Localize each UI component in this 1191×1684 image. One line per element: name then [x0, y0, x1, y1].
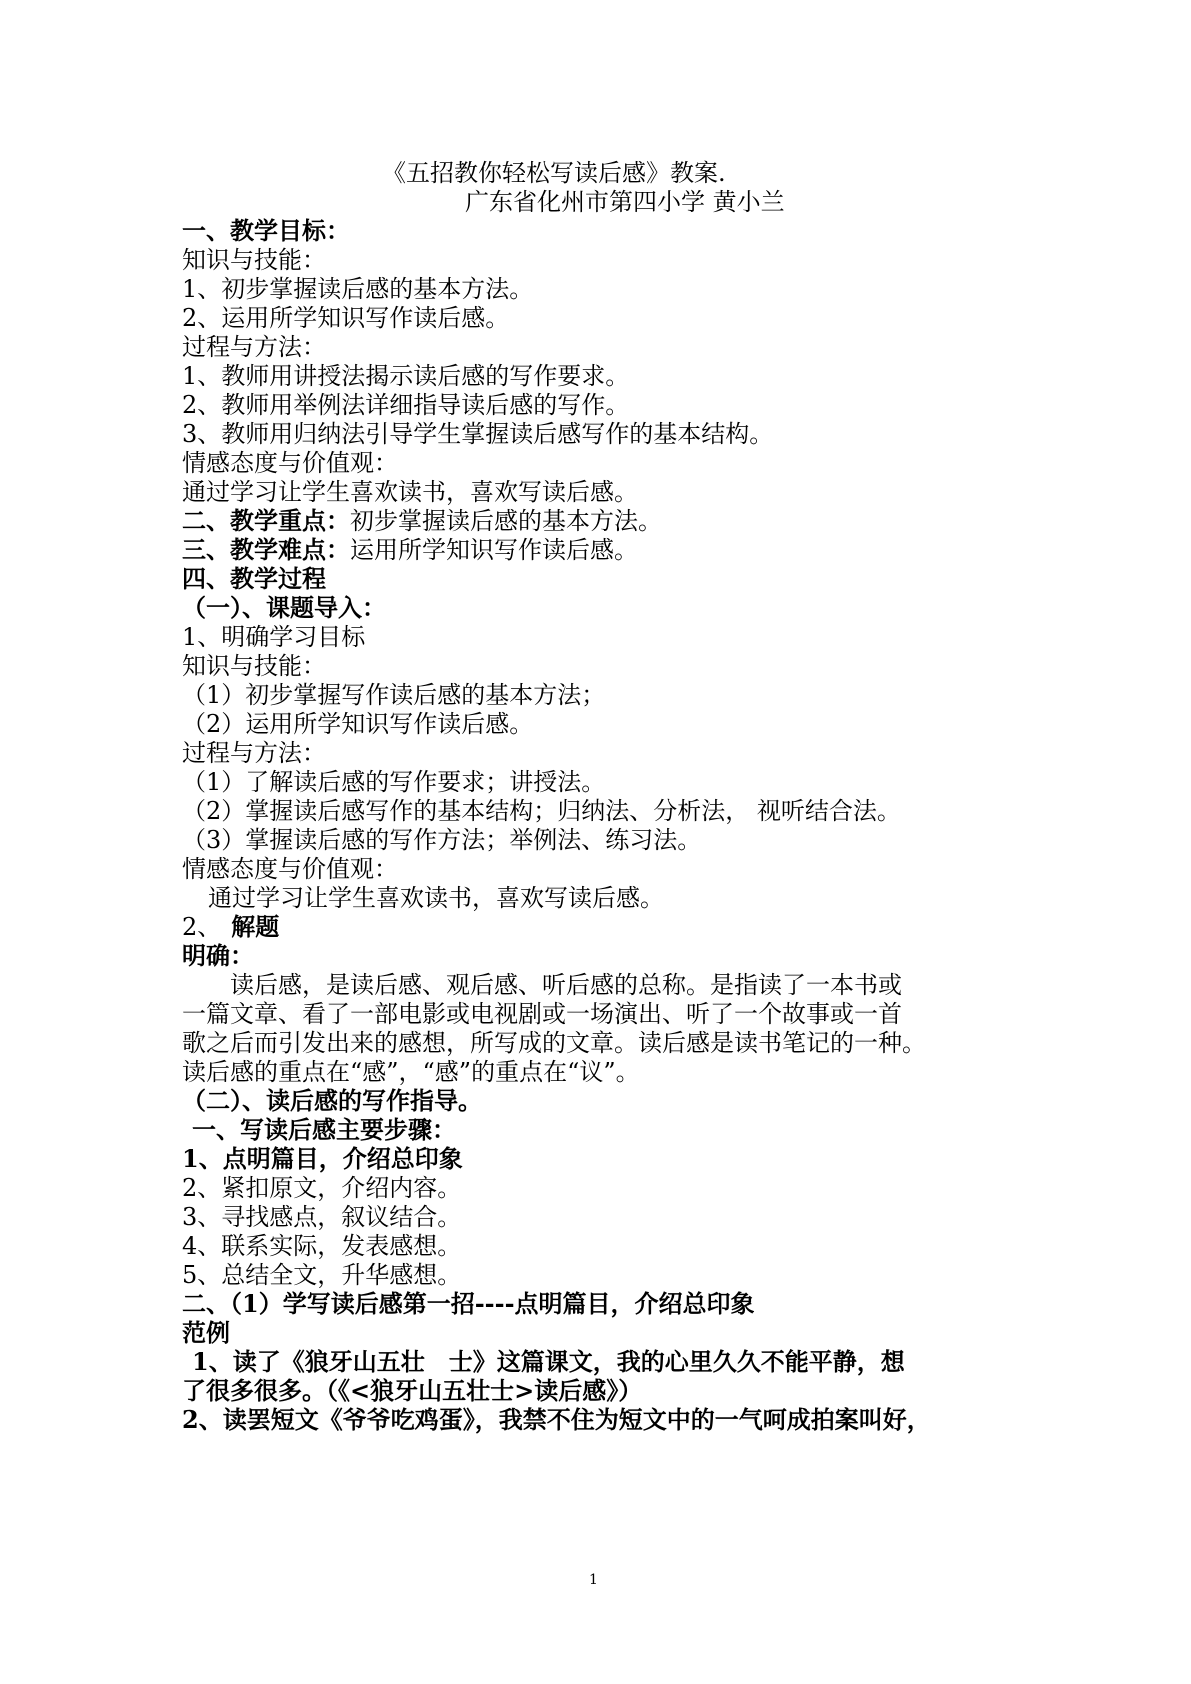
page-number: 1 [589, 1572, 598, 1588]
section-key-points [182, 506, 662, 536]
example-line: 了很多很多。（《<狼牙山五壮士>读后感》） [182, 1376, 643, 1405]
subheading-emotion: 情感态度与价值观： [182, 855, 398, 883]
list-item: 2、运用所学知识写作读后感。 [182, 304, 510, 332]
example-line: 2、读罢短文《爷爷吃鸡蛋》，我禁不住为短文中的一气呵成拍案叫好， [182, 1405, 931, 1434]
step-number: 2、 [182, 913, 222, 941]
subheading-knowledge: 知识与技能： [182, 246, 326, 274]
emotion-text: 通过学习让学生喜欢读书，喜欢写读后感。 [208, 884, 664, 912]
section-label: 三、教学难点： [182, 535, 350, 564]
list-item: （3）掌握读后感的写作方法；举例法、练习法。 [182, 826, 702, 854]
section-heading-process: 四、教学过程 [182, 564, 326, 593]
section-difficulties [182, 535, 638, 565]
step-label: 解题 [231, 912, 280, 941]
steps-heading: 一、写读后感主要步骤： [192, 1115, 456, 1144]
list-item: （1）了解读后感的写作要求；讲授法。 [182, 768, 606, 796]
subheading-process: 过程与方法： [182, 333, 326, 361]
list-item: 1、教师用讲授法揭示读后感的写作要求。 [182, 362, 630, 390]
section-label: 二、教学重点： [182, 506, 350, 535]
emotion-text: 通过学习让学生喜欢读书，喜欢写读后感。 [182, 478, 638, 506]
paragraph-line: 歌之后而引发出来的感想，所写成的文章。读后感是读书笔记的一种。 [182, 1029, 926, 1057]
list-item: 2、教师用举例法详细指导读后感的写作。 [182, 391, 630, 419]
section-text: 运用所学知识写作读后感。 [350, 536, 638, 564]
move-heading: 二、（1）学写读后感第一招----点明篇目，介绍总印象 [182, 1289, 755, 1318]
subheading-process: 过程与方法： [182, 739, 326, 767]
section-heading-objectives: 一、教学目标： [182, 216, 350, 245]
part-heading-guidance: （二）、读后感的写作指导。 [182, 1086, 482, 1115]
paragraph-line: 读后感，是读后感、观后感、听后感的总称。是指读了一本书或 [230, 971, 902, 999]
clarify-heading: 明确： [182, 941, 254, 970]
list-item: （2）运用所学知识写作读后感。 [182, 710, 534, 738]
document-title: 《五招教你轻松写读后感》教案. [382, 159, 726, 187]
document-author: 广东省化州市第四小学 黄小兰 [465, 188, 785, 216]
list-item: 5、总结全文，升华感想。 [182, 1261, 462, 1289]
paragraph-line: 一篇文章、看了一部电影或电视剧或一场演出、听了一个故事或一首 [182, 1000, 902, 1028]
list-item: 3、寻找感点，叙议结合。 [182, 1203, 462, 1231]
list-item: 1、初步掌握读后感的基本方法。 [182, 275, 534, 303]
example-line: 1、读了《狼牙山五壮 士》这篇课文，我的心里久久不能平静，想 [192, 1347, 905, 1376]
subheading-emotion: 情感态度与价值观： [182, 449, 398, 477]
paragraph-line: 读后感的重点在“感”，“感”的重点在“议”。 [182, 1058, 640, 1086]
subheading-knowledge: 知识与技能： [182, 652, 326, 680]
step-heading-interpret [182, 912, 279, 942]
list-item: （2）掌握读后感写作的基本结构；归纳法、分析法， 视听结合法。 [182, 797, 901, 825]
list-item: 4、联系实际，发表感想。 [182, 1232, 462, 1260]
list-item: 2、紧扣原文，介绍内容。 [182, 1174, 462, 1202]
example-heading: 范例 [182, 1318, 230, 1347]
step-heading: 1、明确学习目标 [182, 623, 366, 651]
section-text: 初步掌握读后感的基本方法。 [350, 507, 662, 535]
list-item: （1）初步掌握写作读后感的基本方法； [182, 681, 606, 709]
list-item: 3、教师用归纳法引导学生掌握读后感写作的基本结构。 [182, 420, 774, 448]
list-item: 1、点明篇目，介绍总印象 [182, 1144, 463, 1173]
part-heading-intro: （一）、课题导入： [182, 593, 386, 622]
